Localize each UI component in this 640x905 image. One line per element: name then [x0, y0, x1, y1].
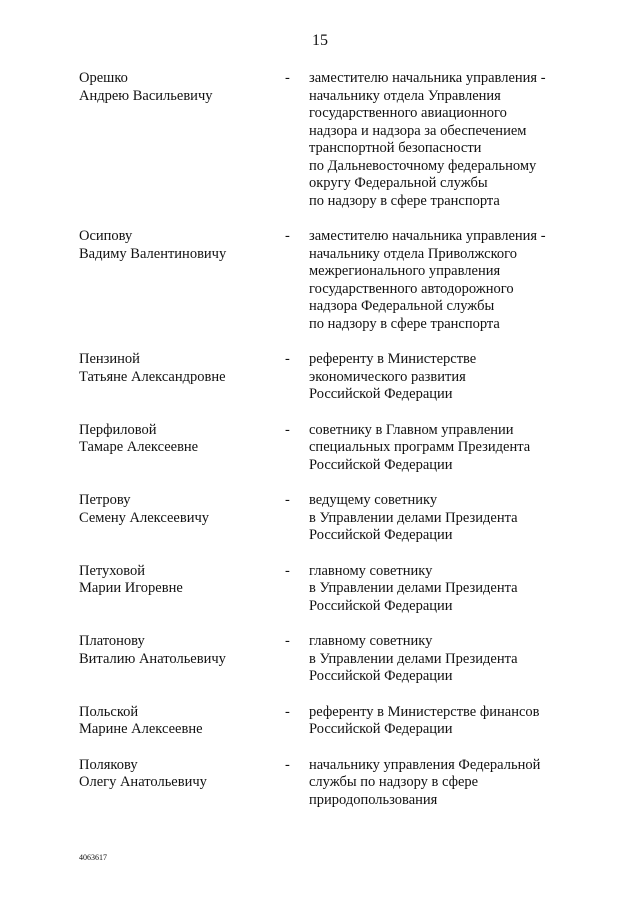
entry-list	[79, 70, 579, 827]
position-title-line: по надзору в сфере транспорта	[309, 315, 500, 332]
position-title	[309, 351, 577, 404]
person-name-line: Тамаре Алексеевне	[79, 439, 199, 455]
person-name-line: Петрову	[79, 492, 131, 508]
position-title-line: начальнику отдела Управления	[309, 87, 501, 104]
person-name-line: Перфиловой	[79, 421, 157, 438]
position-title-line: советнику в Главном управлении	[309, 421, 514, 438]
person-name-line: Татьяне Александровне	[79, 368, 226, 385]
position-title-line: по надзору в сфере транспорта	[309, 192, 500, 209]
list-item	[79, 70, 579, 210]
person-name-line: Петуховой	[79, 562, 146, 579]
person-name-line: Пензиной	[79, 351, 140, 367]
person-name	[79, 351, 285, 404]
position-title-line: государственного авиационного	[309, 105, 507, 121]
separator-dash: -	[285, 351, 290, 367]
list-item	[79, 633, 579, 686]
position-title-line: Российской Федерации	[309, 597, 453, 614]
position-title-line: природопользования	[309, 791, 438, 808]
position-title	[309, 492, 577, 545]
separator-dash: -	[285, 562, 290, 579]
position-title-line: в Управлении делами Президента	[309, 650, 518, 667]
position-title	[309, 757, 577, 810]
position-title-line: ведущему советнику	[309, 492, 438, 508]
position-title-line: надзора и надзора за обеспечением	[309, 122, 527, 139]
list-item	[79, 757, 579, 810]
separator-dash: -	[285, 756, 290, 773]
person-name-line: Платонову	[79, 633, 145, 649]
list-item	[79, 492, 579, 545]
separator-dash: -	[285, 421, 290, 438]
person-name-line: Вадиму Валентиновичу	[79, 245, 227, 262]
position-title-line: Российской Федерации	[309, 386, 453, 402]
person-name	[79, 704, 285, 739]
position-title-line: округу Федеральной службы	[309, 175, 488, 191]
position-title-line: заместителю начальника управления -	[309, 228, 546, 244]
person-name-line: Виталию Анатольевичу	[79, 650, 226, 667]
position-title-line: Российской Федерации	[309, 668, 453, 684]
separator-dash: -	[285, 633, 290, 649]
position-title-line: государственного автодорожного	[309, 280, 514, 297]
document-code: 4063617	[79, 853, 107, 862]
person-name-line: Олегу Анатольевичу	[79, 774, 207, 790]
person-name-line: Андрею Васильевичу	[79, 87, 213, 104]
list-item	[79, 704, 579, 739]
person-name-line: Польской	[79, 703, 139, 720]
position-title-line: Российской Федерации	[309, 721, 453, 737]
person-name-line: Орешко	[79, 70, 128, 86]
person-name	[79, 492, 285, 545]
position-title-line: главному советнику	[309, 633, 433, 649]
position-title-line: экономического развития	[309, 368, 466, 385]
position-title-line: референту в Министерстве финансов	[309, 703, 540, 720]
person-name-line: Марине Алексеевне	[79, 721, 203, 737]
list-item	[79, 563, 579, 616]
person-name	[79, 422, 285, 475]
position-title-line: по Дальневосточному федеральному	[309, 157, 537, 174]
position-title-line: начальнику управления Федеральной	[309, 756, 541, 773]
person-name-line: Осипову	[79, 228, 133, 244]
position-title-line: в Управлении делами Президента	[309, 509, 518, 526]
position-title	[309, 704, 577, 739]
position-title-line: Российской Федерации	[309, 456, 453, 473]
separator-dash: -	[285, 703, 290, 720]
person-name-line: Полякову	[79, 756, 138, 773]
position-title-line: Российской Федерации	[309, 527, 453, 543]
person-name-line: Семену Алексеевичу	[79, 509, 209, 526]
position-title	[309, 228, 577, 333]
separator-dash: -	[285, 492, 290, 508]
position-title	[309, 633, 577, 686]
position-title	[309, 563, 577, 616]
separator-dash: -	[285, 70, 290, 86]
person-name	[79, 70, 285, 210]
person-name-line: Марии Игоревне	[79, 580, 183, 596]
position-title-line: службы по надзору в сфере	[309, 774, 479, 790]
position-title-line: референту в Министерстве	[309, 351, 477, 367]
position-title	[309, 422, 577, 475]
position-title-line: транспортной безопасности	[309, 140, 482, 156]
position-title-line: начальнику отдела Приволжского	[309, 245, 517, 262]
position-title-line: заместителю начальника управления -	[309, 70, 546, 86]
position-title-line: специальных программ Президента	[309, 439, 531, 455]
position-title-line: межрегионального управления	[309, 263, 501, 279]
person-name	[79, 563, 285, 616]
list-item	[79, 228, 579, 333]
list-item	[79, 422, 579, 475]
position-title-line: в Управлении делами Президента	[309, 580, 518, 596]
person-name	[79, 757, 285, 810]
position-title	[309, 70, 577, 210]
position-title-line: надзора Федеральной службы	[309, 298, 495, 314]
person-name	[79, 228, 285, 333]
page-number: 15	[312, 32, 328, 49]
position-title-line: главному советнику	[309, 562, 433, 579]
person-name	[79, 633, 285, 686]
separator-dash: -	[285, 228, 290, 244]
list-item	[79, 351, 579, 404]
